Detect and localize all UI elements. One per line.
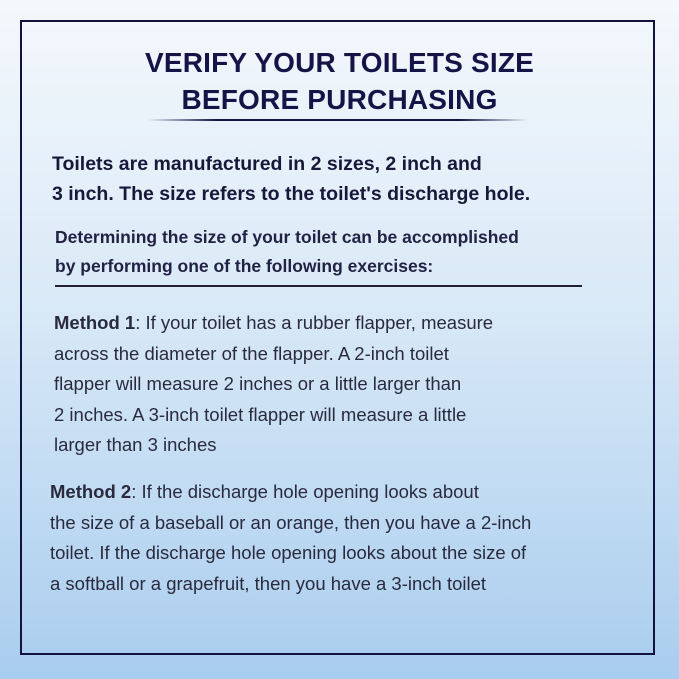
title-line-1: VERIFY YOUR TOILETS SIZE	[144, 47, 535, 78]
method-2-line-3: toilet. If the discharge hole opening looks about the size of	[50, 542, 527, 563]
method-1-line-1	[54, 308, 614, 339]
determine-line-1: Determining the size of your toilet can be accomplished	[55, 227, 519, 247]
method-2-line-2: the size of a baseball or an orange, then you have a 2-inch	[50, 511, 532, 533]
page-title	[0, 44, 679, 118]
method-2-label: Method 2	[50, 481, 132, 502]
title-line-2: BEFORE PURCHASING	[181, 84, 498, 115]
method-1-line-5: larger than 3 inches	[54, 434, 217, 455]
method-2-line-4: a softball or a grapefruit, then you have a 3-inch toilet	[50, 572, 487, 594]
method-1-line-4: 2 inches. A 3-inch toilet flapper will measure a little	[54, 403, 467, 425]
intro-line-1: Toilets are manufactured in 2 sizes, 2 inch and	[52, 153, 482, 175]
method-2-paragraph	[50, 477, 630, 599]
method-1-text-1: : If your toilet has a rubber flapper, measure	[135, 312, 494, 333]
method-1-paragraph	[54, 308, 614, 461]
title-divider	[148, 119, 528, 121]
method-2-text-1: : If the discharge hole opening looks about	[131, 481, 479, 502]
method-2-line-1	[50, 477, 630, 508]
method-1-line-2: across the diameter of the flapper. A 2-inch toilet	[54, 342, 449, 364]
method-1-label: Method 1	[54, 312, 136, 333]
determine-line-2: by performing one of the following exercises:	[55, 256, 434, 276]
section-divider	[55, 285, 582, 287]
method-1-line-3: flapper will measure 2 inches or a little larger than	[54, 373, 462, 394]
intro-paragraph	[52, 149, 632, 209]
intro-line-2: 3 inch. The size refers to the toilet's discharge hole.	[52, 183, 531, 205]
determine-paragraph	[55, 223, 635, 281]
